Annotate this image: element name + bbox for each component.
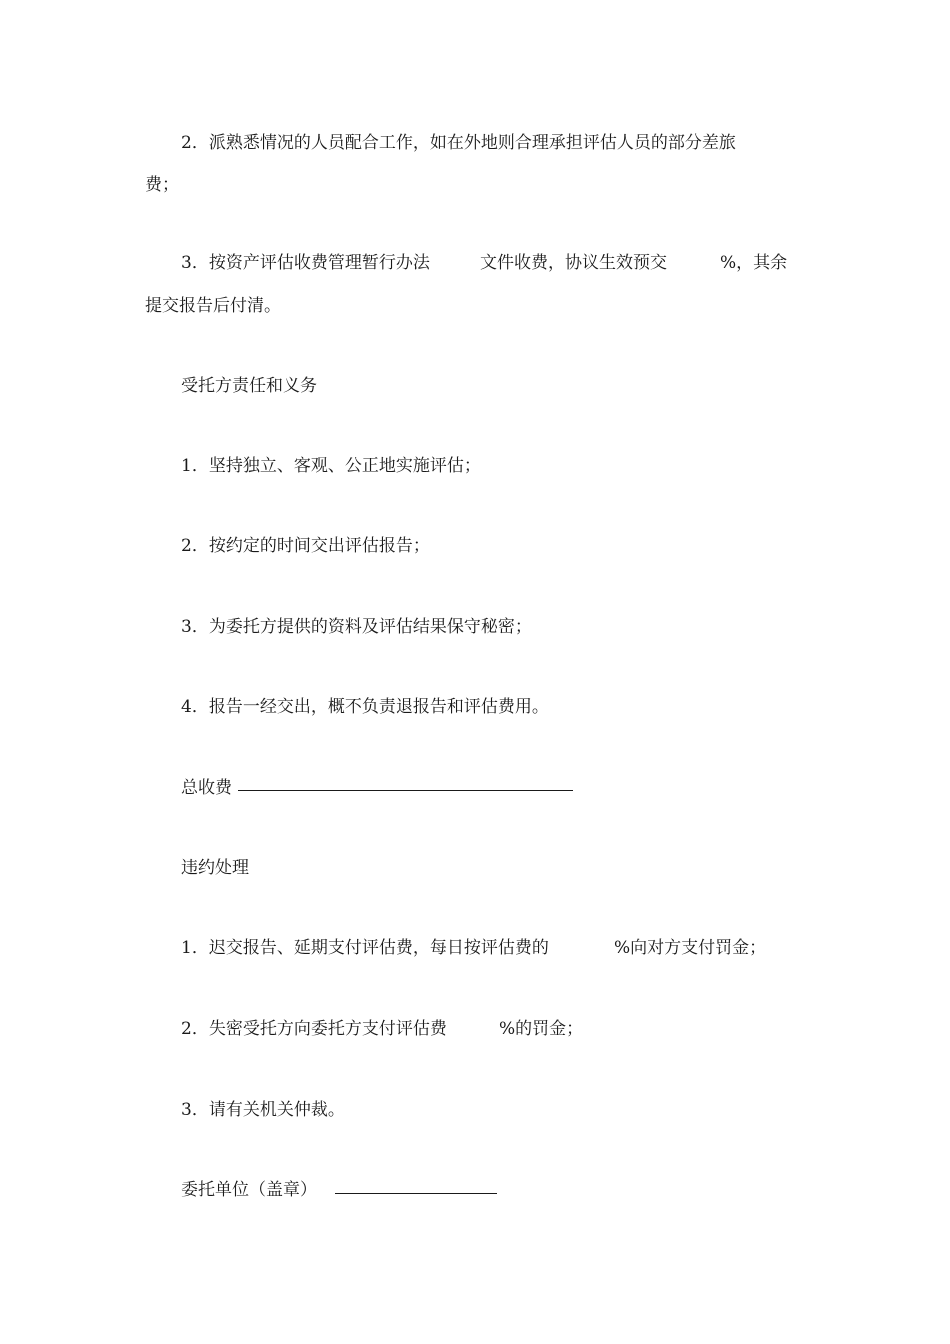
breach-item-3: 3．请有关机关仲裁。 [181,1100,345,1120]
trustee-item-3: 3．为委托方提供的资料及评估结果保守秘密； [181,617,532,637]
breach-item-1-part-1: 1．迟交报告、延期支付评估费，每日按评估费的 [181,938,549,958]
total-fee-label: 总收费 [181,778,232,798]
breach-item-1-part-2: %向对方支付罚金； [614,938,767,958]
signature-blank-line [335,1193,497,1194]
trustee-item-4: 4．报告一经交出，概不负责退报告和评估费用。 [181,697,549,717]
trustee-section-heading: 受托方责任和义务 [181,376,317,396]
trustee-item-1: 1．坚持独立、客观、公正地实施评估； [181,456,481,476]
client-duty-item-3-part-1: 3．按资产评估收费管理暂行办法 [181,253,430,273]
client-duty-item-3-part-2: 文件收费，协议生效预交 [480,253,667,273]
signature-label: 委托单位（盖章） [181,1180,317,1200]
client-duty-item-2-line-1: 2．派熟悉情况的人员配合工作，如在外地则合理承担评估人员的部分差旅 [181,133,736,153]
client-duty-item-3-line-2: 提交报告后付清。 [145,296,281,316]
breach-section-heading: 违约处理 [181,858,249,878]
breach-item-2-part-1: 2．失密受托方向委托方支付评估费 [181,1019,447,1039]
client-duty-item-2-line-2: 费； [145,175,179,195]
breach-item-2-part-2: %的罚金； [499,1019,584,1039]
total-fee-blank-line [238,790,573,791]
trustee-item-2: 2．按约定的时间交出评估报告； [181,536,430,556]
client-duty-item-3-part-3: %，其余 [720,253,788,273]
